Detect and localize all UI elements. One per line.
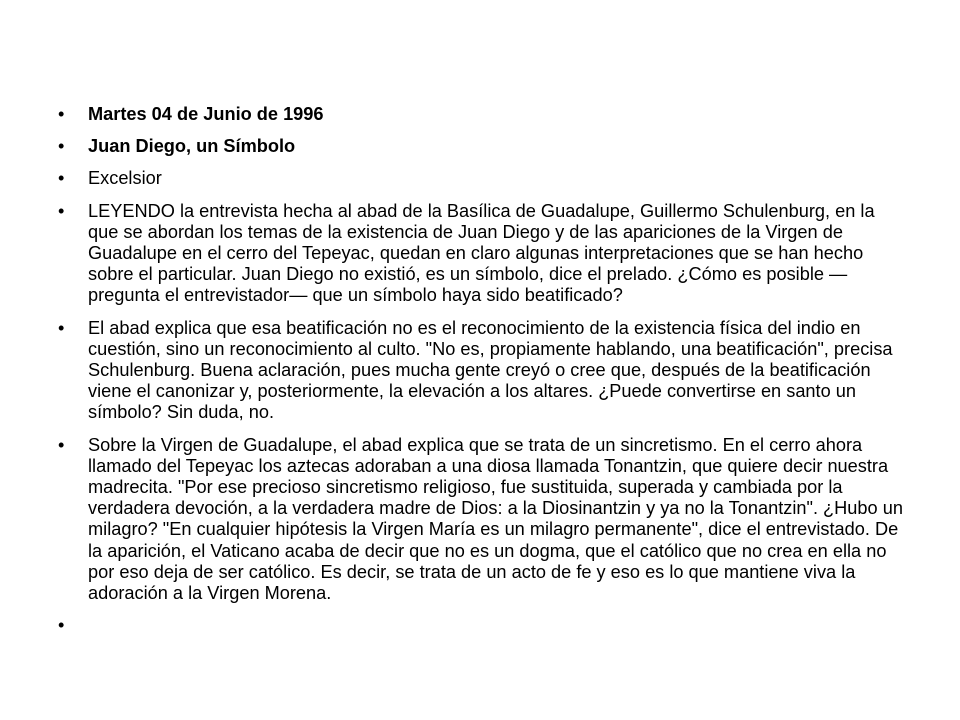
bullet-dot-icon: • — [58, 104, 65, 124]
bullet-dot-icon: • — [58, 434, 65, 455]
bullet-text: El abad explica que esa beatificación no es el reconocimiento de la existencia física del indio en cuestión, sino un reconocimiento al culto. "No es, propiamente hablando, una beatificación", precisa Schulenburg. Buena aclaración, pues mucha gente creyó o cree que, después de la beatificación viene el canonizar y, posteriormente, la elevación a los altares. ¿Puede convertirse en santo un símbolo? Sin duda, no. — [88, 317, 893, 423]
bullet-text: Sobre la Virgen de Guadalupe, el abad explica que se trata de un sincretismo. En el cerro ahora llamado del Tepeyac los aztecas adoraban a una diosa llamada Tonantzin, que quiere decir nuestra madrecita. "Por ese precioso sincretismo religioso, fue sustituida, superada y cambiada por la verdadera devoción, a la verdadera madre de Dios: a la Diosinantzin y ya no la Tonantzin". ¿Hubo un milagro? "En cualquier hipótesis la Virgen María es un milagro permanente", dice el entrevistado. De la aparición, el Vaticano acaba de decir que no es un dogma, que el católico que no crea en ella no por eso deja de ser católico. Es decir, se trata de un acto de fe y eso es lo que mantiene viva la adoración a la Virgen Morena. — [88, 434, 903, 604]
bullet-text: LEYENDO la entrevista hecha al abad de la Basílica de Guadalupe, Guillermo Schulenburg, en la que se abordan los temas de la existencia de Juan Diego y de las apariciones de la Virgen de Guadalupe en el cerro del Tepeyac, quedan en claro algunas interpretaciones que se han hecho sobre el particular. Juan Diego no existió, es un símbolo, dice el prelado. ¿Cómo es posible —pregunta el entrevistador— que un símbolo haya sido beatificado? — [88, 200, 875, 306]
bullet-dot-icon: • — [58, 168, 65, 189]
bullet-text: Juan Diego, un Símbolo — [88, 136, 296, 157]
bullet-item-empty — [58, 615, 904, 636]
bullet-text: Excelsior — [88, 168, 162, 189]
bullet-item-date — [58, 104, 904, 125]
bullet-item-paragraph-2 — [58, 318, 904, 424]
bullet-text: Martes 04 de Junio de 1996 — [88, 104, 324, 124]
bullet-dot-icon: • — [58, 317, 65, 338]
bullet-list — [58, 104, 904, 647]
bullet-dot-icon: • — [58, 200, 65, 221]
bullet-dot-icon: • — [58, 136, 65, 157]
bullet-item-paragraph-3 — [58, 435, 904, 605]
bullet-item-source — [58, 168, 904, 189]
bullet-dot-icon: • — [58, 615, 65, 636]
bullet-item-title — [58, 136, 904, 157]
bullet-item-paragraph-1 — [58, 201, 904, 307]
